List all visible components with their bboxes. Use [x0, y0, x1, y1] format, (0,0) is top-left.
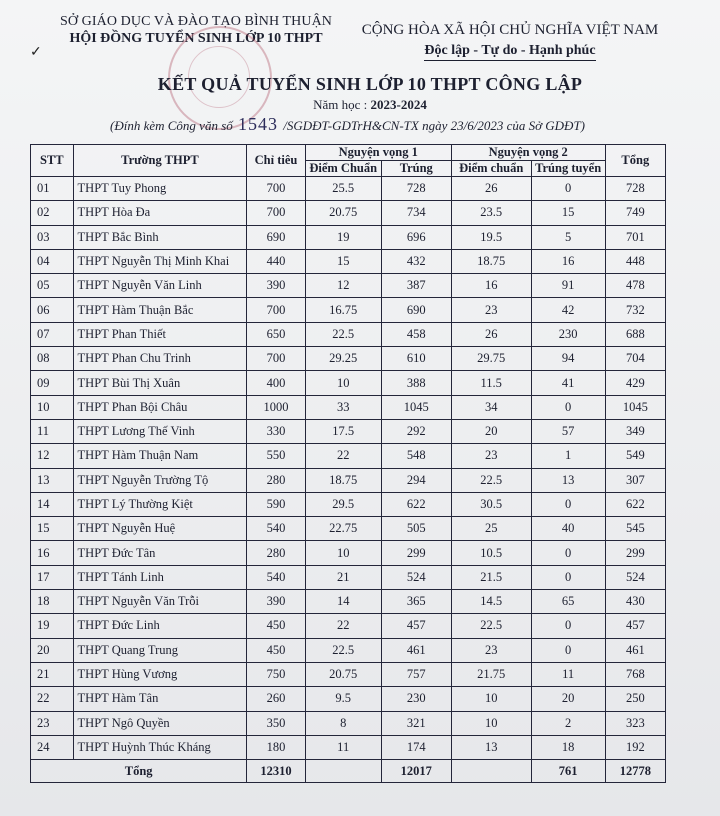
table-row	[31, 177, 666, 201]
row-nv1-cutoff: 18.75	[305, 468, 381, 492]
row-total: 307	[605, 468, 665, 492]
row-nv2-cutoff: 18.75	[451, 249, 531, 273]
council-name: HỘI ĐỒNG TUYỂN SINH LỚP 10 THPT	[69, 31, 323, 46]
row-nv1-admitted: 432	[381, 249, 451, 273]
row-total: 749	[605, 201, 665, 225]
row-nv1-cutoff: 15	[305, 249, 381, 273]
row-quota: 700	[247, 177, 305, 201]
row-stt: 14	[31, 492, 74, 516]
row-school: THPT Phan Bội Châu	[73, 395, 247, 419]
totals-nv2-cutoff	[451, 760, 531, 783]
table-row	[31, 614, 666, 638]
attachment-prefix: (Đính kèm Công văn số	[110, 118, 233, 133]
row-nv1-cutoff: 8	[305, 711, 381, 735]
row-nv2-admitted: 0	[531, 638, 605, 662]
row-nv1-cutoff: 17.5	[305, 419, 381, 443]
row-quota: 700	[247, 201, 305, 225]
row-school: THPT Phan Chu Trinh	[73, 347, 247, 371]
header-nv2-admitted: Trúng tuyển	[531, 161, 605, 177]
row-nv2-admitted: 13	[531, 468, 605, 492]
row-quota: 550	[247, 444, 305, 468]
row-school: THPT Đức Tân	[73, 541, 247, 565]
row-stt: 21	[31, 662, 74, 686]
table-row	[31, 468, 666, 492]
row-nv1-admitted: 524	[381, 565, 451, 589]
header-total: Tổng	[605, 145, 665, 177]
row-nv2-cutoff: 30.5	[451, 492, 531, 516]
header-school: Trường THPT	[73, 145, 247, 177]
row-stt: 18	[31, 590, 74, 614]
table-row	[31, 274, 666, 298]
row-stt: 17	[31, 565, 74, 589]
header-nv2: Nguyện vọng 2	[451, 145, 605, 161]
row-nv1-admitted: 728	[381, 177, 451, 201]
row-quota: 690	[247, 225, 305, 249]
row-school: THPT Bùi Thị Xuân	[73, 371, 247, 395]
row-nv1-cutoff: 33	[305, 395, 381, 419]
row-school: THPT Ngô Quyền	[73, 711, 247, 735]
country-name: CỘNG HÒA XÃ HỘI CHỦ NGHĨA VIỆT NAM	[361, 22, 659, 38]
row-school: THPT Hùng Vương	[73, 662, 247, 686]
row-total: 524	[605, 565, 665, 589]
row-nv2-cutoff: 21.5	[451, 565, 531, 589]
row-stt: 01	[31, 177, 74, 201]
row-stt: 03	[31, 225, 74, 249]
table-row	[31, 201, 666, 225]
table-row	[31, 590, 666, 614]
row-school: THPT Lương Thế Vinh	[73, 419, 247, 443]
row-total: 323	[605, 711, 665, 735]
row-quota: 350	[247, 711, 305, 735]
row-school: THPT Hàm Thuận Bắc	[73, 298, 247, 322]
row-nv1-admitted: 299	[381, 541, 451, 565]
header-nv1: Nguyện vọng 1	[305, 145, 451, 161]
table-row	[31, 638, 666, 662]
row-stt: 02	[31, 201, 74, 225]
row-nv1-cutoff: 9.5	[305, 687, 381, 711]
row-school: THPT Nguyễn Huệ	[73, 517, 247, 541]
row-nv2-cutoff: 34	[451, 395, 531, 419]
row-total: 430	[605, 590, 665, 614]
row-total: 1045	[605, 395, 665, 419]
row-nv2-cutoff: 14.5	[451, 590, 531, 614]
row-nv1-cutoff: 29.5	[305, 492, 381, 516]
department-name: SỞ GIÁO DỤC VÀ ĐÀO TẠO BÌNH THUẬN	[59, 14, 333, 29]
row-stt: 23	[31, 711, 74, 735]
row-total: 704	[605, 347, 665, 371]
row-nv2-admitted: 0	[531, 492, 605, 516]
row-total: 688	[605, 322, 665, 346]
national-motto: Độc lập - Tự do - Hạnh phúc	[424, 43, 595, 61]
row-nv2-admitted: 15	[531, 201, 605, 225]
row-stt: 06	[31, 298, 74, 322]
row-nv1-cutoff: 22.5	[305, 322, 381, 346]
row-stt: 16	[31, 541, 74, 565]
row-quota: 440	[247, 249, 305, 273]
row-nv2-cutoff: 10	[451, 687, 531, 711]
row-nv1-admitted: 696	[381, 225, 451, 249]
row-total: 250	[605, 687, 665, 711]
row-stt: 07	[31, 322, 74, 346]
row-nv1-admitted: 757	[381, 662, 451, 686]
table-row	[31, 735, 666, 759]
row-nv1-admitted: 548	[381, 444, 451, 468]
row-stt: 24	[31, 735, 74, 759]
table-row	[31, 249, 666, 273]
row-total: 732	[605, 298, 665, 322]
national-header	[350, 22, 670, 61]
row-nv1-cutoff: 22.75	[305, 517, 381, 541]
row-school: THPT Hàm Tân	[73, 687, 247, 711]
row-nv2-cutoff: 10	[451, 711, 531, 735]
header-nv2-cutoff: Điểm chuẩn	[451, 161, 531, 177]
row-quota: 390	[247, 274, 305, 298]
table-header-row	[31, 145, 666, 161]
row-nv2-admitted: 0	[531, 565, 605, 589]
row-nv1-admitted: 690	[381, 298, 451, 322]
row-total: 448	[605, 249, 665, 273]
row-nv1-admitted: 1045	[381, 395, 451, 419]
row-nv2-cutoff: 20	[451, 419, 531, 443]
row-nv2-admitted: 94	[531, 347, 605, 371]
row-nv1-admitted: 734	[381, 201, 451, 225]
table-row	[31, 419, 666, 443]
totals-grand: 12778	[605, 760, 665, 783]
row-quota: 540	[247, 565, 305, 589]
table-row	[31, 371, 666, 395]
totals-nv2-admitted: 761	[531, 760, 605, 783]
row-nv1-cutoff: 11	[305, 735, 381, 759]
row-nv2-admitted: 40	[531, 517, 605, 541]
row-nv2-cutoff: 29.75	[451, 347, 531, 371]
row-total: 622	[605, 492, 665, 516]
row-nv1-cutoff: 21	[305, 565, 381, 589]
row-school: THPT Đức Linh	[73, 614, 247, 638]
row-nv2-admitted: 16	[531, 249, 605, 273]
attachment-suffix: /SGDĐT-GDTrH&CN-TX ngày 23/6/2023 của Sở GDĐT)	[283, 118, 586, 133]
row-stt: 15	[31, 517, 74, 541]
row-nv2-admitted: 5	[531, 225, 605, 249]
row-quota: 280	[247, 468, 305, 492]
row-nv2-admitted: 41	[531, 371, 605, 395]
table-row	[31, 444, 666, 468]
row-nv1-cutoff: 22	[305, 614, 381, 638]
header-stt: STT	[31, 145, 74, 177]
table-row	[31, 492, 666, 516]
row-quota: 390	[247, 590, 305, 614]
row-nv2-admitted: 57	[531, 419, 605, 443]
table-row	[31, 687, 666, 711]
row-quota: 590	[247, 492, 305, 516]
row-nv1-cutoff: 22.5	[305, 638, 381, 662]
row-quota: 180	[247, 735, 305, 759]
row-nv2-admitted: 0	[531, 614, 605, 638]
totals-row	[31, 760, 666, 783]
row-quota: 450	[247, 614, 305, 638]
row-quota: 540	[247, 517, 305, 541]
row-nv1-admitted: 458	[381, 322, 451, 346]
row-total: 457	[605, 614, 665, 638]
row-nv2-cutoff: 16	[451, 274, 531, 298]
row-nv2-admitted: 42	[531, 298, 605, 322]
row-total: 478	[605, 274, 665, 298]
table-row	[31, 395, 666, 419]
row-school: THPT Nguyễn Trường Tộ	[73, 468, 247, 492]
row-school: THPT Quang Trung	[73, 638, 247, 662]
row-nv1-cutoff: 12	[305, 274, 381, 298]
header-nv1-cutoff: Điểm Chuẩn	[305, 161, 381, 177]
row-nv2-cutoff: 22.5	[451, 468, 531, 492]
row-stt: 04	[31, 249, 74, 273]
row-nv2-cutoff: 23	[451, 444, 531, 468]
row-total: 728	[605, 177, 665, 201]
row-nv1-cutoff: 16.75	[305, 298, 381, 322]
row-total: 349	[605, 419, 665, 443]
row-nv2-cutoff: 26	[451, 177, 531, 201]
row-nv1-cutoff: 19	[305, 225, 381, 249]
row-nv2-cutoff: 23	[451, 298, 531, 322]
table-body	[31, 177, 666, 760]
row-nv2-admitted: 1	[531, 444, 605, 468]
table-row	[31, 322, 666, 346]
row-quota: 650	[247, 322, 305, 346]
row-nv1-admitted: 387	[381, 274, 451, 298]
row-stt: 08	[31, 347, 74, 371]
results-table	[30, 144, 666, 783]
row-nv2-admitted: 91	[531, 274, 605, 298]
row-nv1-cutoff: 20.75	[305, 201, 381, 225]
row-nv2-admitted: 11	[531, 662, 605, 686]
row-total: 299	[605, 541, 665, 565]
row-nv2-cutoff: 11.5	[451, 371, 531, 395]
row-stt: 12	[31, 444, 74, 468]
table-row	[31, 347, 666, 371]
row-school: THPT Tánh Linh	[73, 565, 247, 589]
table-row	[31, 517, 666, 541]
row-nv2-cutoff: 25	[451, 517, 531, 541]
row-school: THPT Hàm Thuận Nam	[73, 444, 247, 468]
row-school: THPT Huỳnh Thúc Kháng	[73, 735, 247, 759]
row-stt: 19	[31, 614, 74, 638]
row-quota: 1000	[247, 395, 305, 419]
row-stt: 09	[31, 371, 74, 395]
row-nv2-admitted: 0	[531, 177, 605, 201]
totals-quota: 12310	[247, 760, 305, 783]
handwritten-mark-icon: ✓	[30, 45, 42, 60]
row-school: THPT Nguyễn Văn Trỗi	[73, 590, 247, 614]
row-nv1-cutoff: 22	[305, 444, 381, 468]
row-nv1-cutoff: 10	[305, 541, 381, 565]
row-nv2-cutoff: 23	[451, 638, 531, 662]
row-nv1-admitted: 292	[381, 419, 451, 443]
row-nv1-admitted: 321	[381, 711, 451, 735]
row-total: 192	[605, 735, 665, 759]
table-row	[31, 711, 666, 735]
row-nv1-admitted: 457	[381, 614, 451, 638]
row-nv2-admitted: 0	[531, 395, 605, 419]
row-nv2-admitted: 2	[531, 711, 605, 735]
table-row	[31, 565, 666, 589]
attachment-number: 1543	[238, 114, 279, 134]
school-year-label: Năm học :	[313, 97, 368, 112]
row-nv2-admitted: 0	[531, 541, 605, 565]
row-nv1-admitted: 365	[381, 590, 451, 614]
table-row	[31, 298, 666, 322]
school-year-value: 2023-2024	[370, 97, 427, 112]
row-total: 545	[605, 517, 665, 541]
row-nv1-admitted: 230	[381, 687, 451, 711]
row-nv1-admitted: 505	[381, 517, 451, 541]
row-total: 461	[605, 638, 665, 662]
row-nv1-cutoff: 25.5	[305, 177, 381, 201]
row-nv2-admitted: 18	[531, 735, 605, 759]
row-quota: 750	[247, 662, 305, 686]
row-nv2-cutoff: 10.5	[451, 541, 531, 565]
row-total: 549	[605, 444, 665, 468]
header-quota: Chỉ tiêu	[247, 145, 305, 177]
row-quota: 280	[247, 541, 305, 565]
row-total: 701	[605, 225, 665, 249]
row-nv2-admitted: 20	[531, 687, 605, 711]
table-row	[31, 662, 666, 686]
row-school: THPT Phan Thiết	[73, 322, 247, 346]
totals-nv1-admitted: 12017	[381, 760, 451, 783]
row-school: THPT Nguyễn Thị Minh Khai	[73, 249, 247, 273]
row-nv2-cutoff: 26	[451, 322, 531, 346]
row-nv1-admitted: 388	[381, 371, 451, 395]
table-row	[31, 225, 666, 249]
row-nv1-cutoff: 14	[305, 590, 381, 614]
row-nv2-cutoff: 13	[451, 735, 531, 759]
row-stt: 10	[31, 395, 74, 419]
row-stt: 05	[31, 274, 74, 298]
row-quota: 260	[247, 687, 305, 711]
row-stt: 20	[31, 638, 74, 662]
row-nv2-admitted: 230	[531, 322, 605, 346]
totals-nv1-cutoff	[305, 760, 381, 783]
row-nv2-cutoff: 23.5	[451, 201, 531, 225]
row-nv1-admitted: 622	[381, 492, 451, 516]
row-school: THPT Bắc Bình	[73, 225, 247, 249]
row-school: THPT Hòa Đa	[73, 201, 247, 225]
table-row	[31, 541, 666, 565]
totals-label: Tổng	[31, 760, 247, 783]
row-nv1-admitted: 461	[381, 638, 451, 662]
row-nv2-cutoff: 19.5	[451, 225, 531, 249]
row-nv2-cutoff: 22.5	[451, 614, 531, 638]
row-nv2-cutoff: 21.75	[451, 662, 531, 686]
row-total: 429	[605, 371, 665, 395]
row-school: THPT Lý Thường Kiệt	[73, 492, 247, 516]
row-quota: 450	[247, 638, 305, 662]
row-nv2-admitted: 65	[531, 590, 605, 614]
header-nv1-admitted: Trúng	[381, 161, 451, 177]
document-title: KẾT QUẢ TUYỂN SINH LỚP 10 THPT CÔNG LẬP	[157, 74, 583, 94]
row-quota: 400	[247, 371, 305, 395]
row-school: THPT Nguyễn Văn Linh	[73, 274, 247, 298]
row-nv1-cutoff: 10	[305, 371, 381, 395]
school-year	[240, 97, 500, 113]
row-nv1-cutoff: 29.25	[305, 347, 381, 371]
row-nv1-admitted: 174	[381, 735, 451, 759]
row-stt: 22	[31, 687, 74, 711]
row-quota: 700	[247, 298, 305, 322]
row-stt: 11	[31, 419, 74, 443]
row-quota: 700	[247, 347, 305, 371]
row-nv1-cutoff: 20.75	[305, 662, 381, 686]
row-stt: 13	[31, 468, 74, 492]
row-quota: 330	[247, 419, 305, 443]
attachment-note	[110, 114, 630, 135]
row-school: THPT Tuy Phong	[73, 177, 247, 201]
row-total: 768	[605, 662, 665, 686]
row-nv1-admitted: 294	[381, 468, 451, 492]
row-nv1-admitted: 610	[381, 347, 451, 371]
